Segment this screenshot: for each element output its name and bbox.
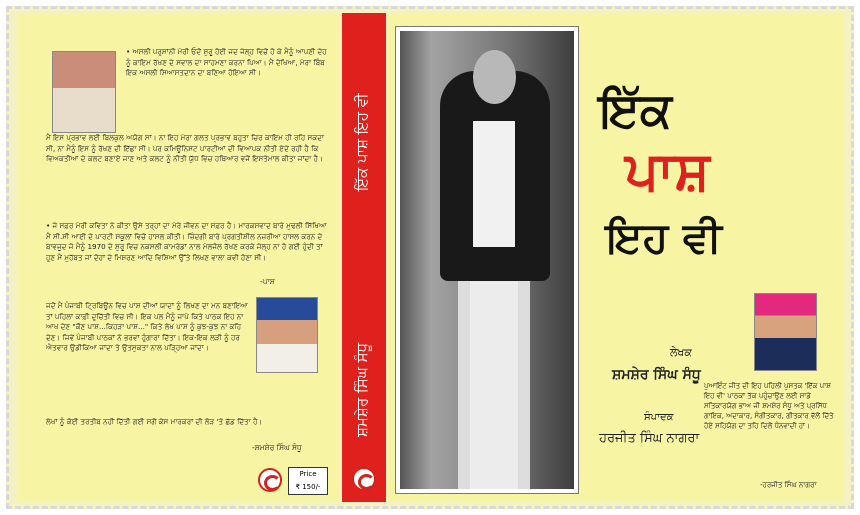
portrait-trousers bbox=[458, 281, 530, 493]
price-value: ₹ 150/- bbox=[295, 483, 321, 491]
back-paragraph-5: ਲੇਖਾਂ ਨੂੰ ਕੋਈ ਤਰਤੀਬ ਨਹੀਂ ਦਿੱਤੀ ਗਈ ਸਗੋਂ ਕੇਸ ਮਾਰਕਰਾਂ ਦੀ ਲੋੜ 'ਤੇ ਛੱਡ ਦਿੱਤਾ ਹੈ। bbox=[46, 417, 263, 426]
editor-note: ਪੁਆਇੰਟ ਜੀਤ ਦੀ ਇਹ ਪਹਿਲੀ ਪੁਸਤਕ 'ਇੱਕ ਪਾਸ਼ ਇਹ ਵੀ' ਪਾਠਕਾਂ ਤੱਕ ਪਹੁੰਚਾਉਣ ਲਈ ਸਾਡੇ ਸਤਿਕਾਰਯੋਗ ਭਾਅ ਜੀ ਸ਼ਮਸ਼ੇਰ ਸੰਧੂ ਅਤੇ ਪ੍ਰਸਿੱਧ ਗਾਇਕ, ਅਦਾਕਾਰ, ਸੰਗੀਤਕਾਰ, ਗੀਤਕਾਰ ਵੱਲੋਂ ਦਿੱਤੇ ਹੋਏ ਸਹਿਯੋਗ ਦਾ ਤਹਿ ਦਿਲੋਂ ਧੰਨਵਾਦੀ ਹਾਂ। bbox=[704, 382, 834, 430]
signature-author: -ਸ਼ਮਸ਼ੇਰ ਸਿੰਘ ਸੰਧੂ bbox=[252, 443, 302, 452]
publisher-logo-icon bbox=[258, 468, 282, 492]
editor-label: ਸੰਪਾਦਕ bbox=[644, 412, 674, 423]
spine-author: ਸ਼ਮਸ਼ੇਰ ਸਿੰਘ ਸੰਧੂ bbox=[353, 342, 371, 437]
cover-title-line-3: ਇਹ ਵੀ bbox=[606, 213, 722, 262]
writer-photo bbox=[256, 297, 318, 373]
author-name: ਸ਼ਮਸ਼ੇਰ ਸਿੰਘ ਸੰਧੂ bbox=[612, 367, 701, 383]
front-cover bbox=[388, 13, 844, 502]
cover-title-line-2: ਪਾਸ਼ bbox=[625, 141, 710, 202]
back-paragraph-4: ਜਦੋਂ ਮੈਂ ਪੰਜਾਬੀ ਟ੍ਰਿਬਿਊਨ ਵਿਚ ਪਾਸ਼ ਦੀਆਂ ਯਾਦਾਂ ਨੂੰ ਲਿਖਣ ਦਾ ਮਨ ਬਣਾਇਆ ਤਾਂ ਪਹਿਲਾਂ ਕਾਫ਼ੀ ਦੁਚਿੱਤੀ ਵਿਚ ਸੀ। ਇਕ ਪਲ ਮੈਨੂੰ ਜਾਪੇ ਕਿਤੇ ਪਾਠਕ ਇਹ ਨਾ ਆਖ ਦੇਣ "ਕੌਣ ਪਾਸ਼...ਕਿਹੜਾ ਪਾਸ਼..." ਕਿਤੇ ਲੇਖ ਪਾਸ਼ ਨੂੰ ਕੁਝ-ਕੁਝ ਨਾ ਕਹਿ ਦੇਣ। ਜਿਵੇਂ ਪੰਜਾਬੀ ਪਾਠਕਾਂ ਨੇ ਭਰਵਾਂ ਹੁੰਗਾਰਾ ਦਿੱਤਾ। ਇਕ-ਇਕ ਲੜੀ ਨੂੰ ਹਰ ਐਤਵਾਰ ਉਡੀਕਿਆ ਜਾਂਦਾ ਤੇ ਉਤਸੁਕਤਾ ਨਾਲ ਪੜ੍ਹਿਆ ਜਾਂਦਾ। bbox=[46, 301, 248, 352]
cover-title-line-1: ਇੱਕ bbox=[599, 83, 672, 138]
signature-pash: -ਪਾਸ਼ bbox=[260, 277, 275, 286]
back-paragraph-1: • ਅਸਲੀ ਪਰੁਸ਼ਾਂਨੀ ਮੇਰੀ ਓਦੋਂ ਸ਼ੁਰੂ ਹੋਈ ਜਦ ਜੇਲ੍ਹ ਵਿਚੋਂ ਹੋ ਕੇ ਮੈਨੂੰ ਆਪਣੀ ਦੇਹ ਨੂੰ ਕਾਇਮ ਰੱਖਣ ਦੇ ਸਵਾਲ ਦਾ ਸਾਹਮਣਾ ਕਰਨਾ ਪਿਆ। ਮੈਂ ਦੇਖਿਆ, ਮੇਰਾ ਬਿੰਬ ਇਕ ਅਸਲੀ ਸਿਆਸਤਦਾਨ ਦਾ ਬਣਿਆ ਹੋਇਆ ਸੀ। bbox=[126, 47, 327, 77]
editor-photo bbox=[754, 293, 817, 371]
author-photo bbox=[52, 51, 116, 133]
spine-logo-icon bbox=[352, 467, 376, 491]
back-paragraph-2: ਮੈਂ ਇਸ ਪ੍ਰਭਾਵ ਲਈ ਬਿਲਕੁਲ ਅਯੋਗ ਸਾਂ। ਨਾ ਇਹ ਮੇਰਾ ਗਲਤ ਪ੍ਰਭਾਵ ਬਹੁਤਾ ਚਿਰ ਕਾਇਮ ਹੀ ਰਹਿ ਸਕਦਾ ਸੀ, ਨਾ ਮੈਨੂੰ ਇਸ ਨੂੰ ਰੱਖਣ ਦੀ ਇੱਛਾ ਸੀ। ਪਰ ਕਮਿਊਨਿਸਟ ਪਾਰਟੀਆਂ ਦੀ ਵਿਆਪਕ ਨੀਤੀ ਏਦੇਂ ਰਹੀ ਹੈ ਕਿ ਵਿਅਕਤੀਆਂ ਦੇ ਕਲਟ ਬਣਾਏ ਜਾਣ ਅਤੇ ਕਲਟ ਨੂੰ ਨੀਤੀ ਯੁੱਧ ਵਿਚ ਹਥਿਆਰ ਵਜੋਂ ਇਸਤੇਮਾਲ ਕੀਤਾ ਜਾਂਦਾ ਹੈ। bbox=[46, 133, 325, 163]
signature-editor: -ਹਰਜੀਤ ਸਿੰਘ ਨਾਗਰਾ bbox=[760, 481, 817, 489]
back-paragraph-3: • ਜੇ ਸਫ਼ਰ ਮੇਰੀ ਕਵਿਤਾ ਨੇ ਕੀਤਾ ਉਸੇ ਤਰ੍ਹਾਂ ਦਾ ਮੇਰੇ ਜੀਵਨ ਦਾ ਸਫ਼ਰ ਹੈ। ਮਾਰਕਸਵਾਦ ਬਾਰੇ ਮੁਢਲੀ ਸਿੱਖਿਆ ਮੈਂ ਸੀ.ਸੀ ਆਈ ਦੇ ਪਾਰਟੀ ਸਕੂਲਾਂ ਵਿਚੋਂ ਹਾਸਲ ਕੀਤੀ। ਜ਼ਿੰਦਗੀ ਬਾਰੇ ਪ੍ਰਗਤੀਸ਼ੀਲ ਨਜ਼ਰੀਆ ਹਾਸਲ ਕਰਨ ਦੇ ਬਾਵਜੂਦ ਜੇ ਮੈਨੂੰ 1970 ਦੇ ਸ਼ੁਰੂ ਵਿਚ ਨਕਸਲੀ ਕਾਮਰੇਡਾਂ ਨਾਲ ਮੇਲਜੋਲ ਰੱਖਣ ਕਰਕੇ ਜੇਲ੍ਹ ਨਾ ਹੋ ਗਈ ਹੁੰਦੀ ਤਾਂ ਹੁਣ ਮੈਂ ਮੁਹੱਬਤ ਜਾਂ ਦੋਹਾਂ ਦੇ ਮਿਸ਼ਰਣ ਆਦਿ ਵਿਸ਼ਿਆਂ ਉੱਤੇ ਲਿਖਣ ਵਾਲਾ ਕਵੀ ਹੋਣਾ ਸੀ। bbox=[46, 221, 327, 262]
price-box bbox=[288, 467, 328, 495]
book-spine bbox=[342, 13, 386, 502]
back-cover bbox=[18, 13, 340, 502]
portrait-shirt bbox=[473, 121, 515, 247]
author-label: ਲੇਖਕ bbox=[670, 346, 692, 359]
price-label: Price bbox=[299, 470, 317, 478]
cover-portrait-photo bbox=[396, 27, 578, 493]
editor-name: ਹਰਜੀਤ ਸਿੰਘ ਨਾਗਰਾ bbox=[599, 431, 700, 446]
spine-title: ਇੱਕ ਪਾਸ਼ ਇਹ ਵੀ bbox=[353, 93, 371, 191]
